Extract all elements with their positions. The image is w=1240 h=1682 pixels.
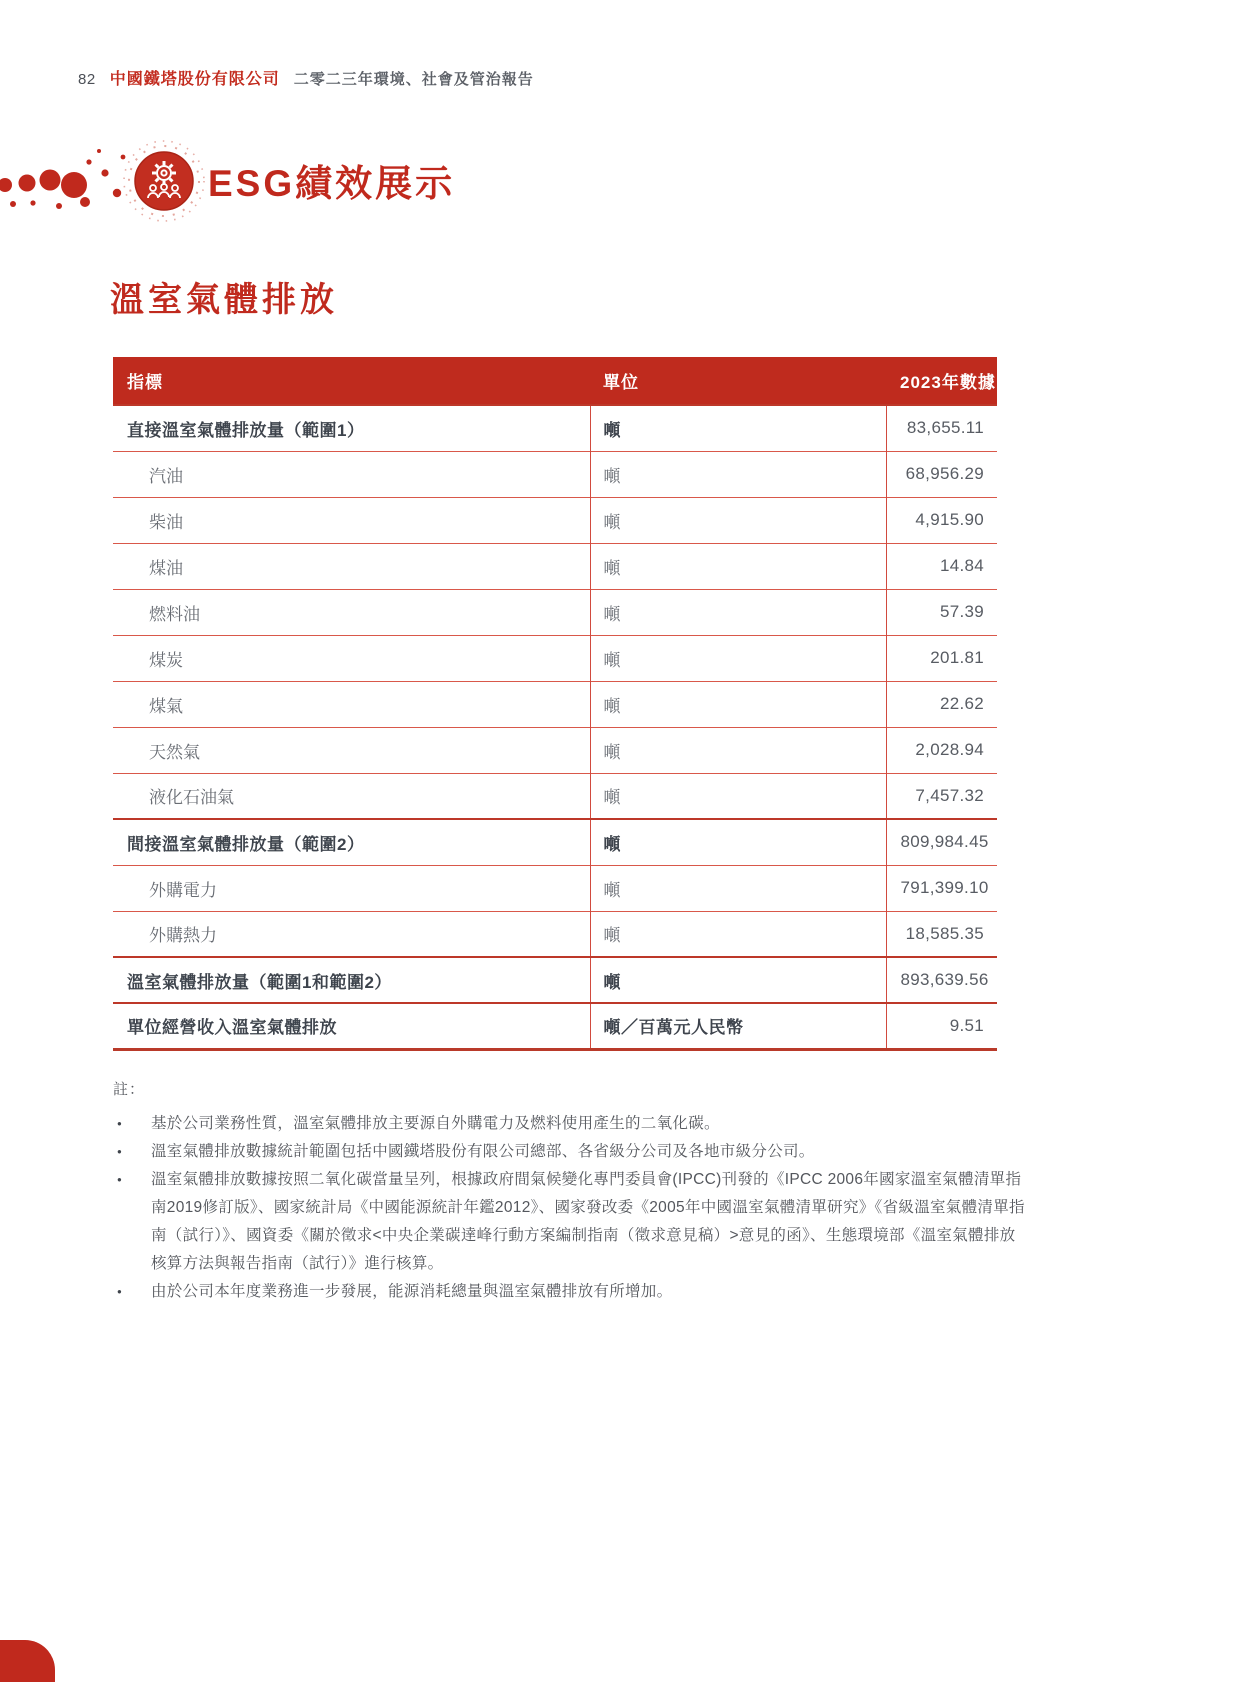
table-row <box>113 451 997 497</box>
value-cell: 809,984.45 <box>886 819 997 865</box>
unit-cell: 噸 <box>590 543 886 589</box>
table-row <box>113 405 997 451</box>
value-cell: 83,655.11 <box>886 405 997 451</box>
page-number: 82 <box>78 71 96 88</box>
indicator-cell: 煤氣 <box>113 681 590 727</box>
value-cell: 4,915.90 <box>886 497 997 543</box>
gear-people-badge-icon <box>118 135 210 227</box>
table-row <box>113 497 997 543</box>
unit-cell: 噸 <box>590 451 886 497</box>
value-cell: 68,956.29 <box>886 451 997 497</box>
corner-tab-decoration <box>0 1640 55 1682</box>
section-title: 溫室氣體排放 <box>110 281 338 319</box>
company-name: 中國鐵塔股份有限公司 <box>109 71 280 88</box>
notes-section <box>113 1078 1025 1306</box>
unit-cell: 噸 <box>590 635 886 681</box>
value-cell: 18,585.35 <box>886 911 997 957</box>
page-header <box>78 66 534 89</box>
column-header-indicator: 指標 <box>113 357 590 405</box>
value-cell: 14.84 <box>886 543 997 589</box>
value-cell: 22.62 <box>886 681 997 727</box>
indicator-cell: 液化石油氣 <box>113 773 590 819</box>
unit-cell: 噸 <box>590 911 886 957</box>
indicator-cell: 天然氣 <box>113 727 590 773</box>
note-item: ● 由於公司本年度業務進一步發展，能源消耗總量與溫室氣體排放有所增加。 <box>113 1278 1025 1306</box>
unit-cell: 噸 <box>590 727 886 773</box>
table-row <box>113 957 997 1003</box>
unit-cell: 噸 <box>590 957 886 1003</box>
indicator-cell: 汽油 <box>113 451 590 497</box>
value-cell: 7,457.32 <box>886 773 997 819</box>
value-cell: 57.39 <box>886 589 997 635</box>
table-row <box>113 681 997 727</box>
value-cell: 791,399.10 <box>886 865 997 911</box>
indicator-cell: 外購熱力 <box>113 911 590 957</box>
unit-cell: 噸 <box>590 819 886 865</box>
note-item: ● 溫室氣體排放數據統計範圍包括中國鐵塔股份有限公司總部、各省級分公司及各地市級分公司。 <box>113 1138 1025 1166</box>
table-row <box>113 727 997 773</box>
indicator-cell: 外購電力 <box>113 865 590 911</box>
table-row <box>113 773 997 819</box>
value-cell: 2,028.94 <box>886 727 997 773</box>
unit-cell: 噸 <box>590 773 886 819</box>
unit-cell: 噸 <box>590 865 886 911</box>
unit-cell: 噸 <box>590 497 886 543</box>
banner-title: ESG績效展示 <box>208 163 456 204</box>
value-cell: 893,639.56 <box>886 957 997 1003</box>
indicator-cell: 煤油 <box>113 543 590 589</box>
table-row <box>113 543 997 589</box>
note-item: ● 溫室氣體排放數據按照二氧化碳當量呈列，根據政府間氣候變化專門委員會(IPCC)刊發的《IPCC 2006年國家溫室氣體清單指南2019修訂版》、國家統計局《中國能源統計年鑑2012》、國家發改委《2005年中國溫室氣體清單研究》《省級溫室氣體清單指南（試行）》、國資委《關於徵求<中央企業碳達峰行動方案編制指南（徵求意見稿）>意見的函》、生態環境部《溫室氣體排放核算方法與報告指南（試行）》進行核算。 <box>113 1166 1025 1278</box>
notes-label: 註： <box>113 1081 146 1098</box>
indicator-cell: 單位經營收入溫室氣體排放 <box>113 1003 590 1049</box>
table-row <box>113 819 997 865</box>
note-item: ● 基於公司業務性質，溫室氣體排放主要源自外購電力及燃料使用產生的二氧化碳。 <box>113 1110 1025 1138</box>
unit-cell: 噸 <box>590 681 886 727</box>
ghg-emissions-table <box>113 357 997 1051</box>
table-row <box>113 865 997 911</box>
indicator-cell: 溫室氣體排放量（範圍1和範圍2） <box>113 957 590 1003</box>
table-header-row <box>113 357 997 405</box>
red-dots-decoration-icon <box>0 145 130 225</box>
table-row <box>113 635 997 681</box>
indicator-cell: 間接溫室氣體排放量（範圍2） <box>113 819 590 865</box>
table-row <box>113 1003 997 1049</box>
report-title: 二零二三年環境、社會及管治報告 <box>293 71 534 88</box>
value-cell: 9.51 <box>886 1003 997 1049</box>
column-header-value: 2023年數據 <box>886 357 997 405</box>
value-cell: 201.81 <box>886 635 997 681</box>
column-header-unit: 單位 <box>590 357 886 405</box>
notes-list <box>113 1110 1025 1306</box>
indicator-cell: 柴油 <box>113 497 590 543</box>
indicator-cell: 直接溫室氣體排放量（範圍1） <box>113 405 590 451</box>
indicator-cell: 燃料油 <box>113 589 590 635</box>
unit-cell: 噸／百萬元人民幣 <box>590 1003 886 1049</box>
table-row <box>113 589 997 635</box>
table-row <box>113 911 997 957</box>
unit-cell: 噸 <box>590 589 886 635</box>
indicator-cell: 煤炭 <box>113 635 590 681</box>
unit-cell: 噸 <box>590 405 886 451</box>
